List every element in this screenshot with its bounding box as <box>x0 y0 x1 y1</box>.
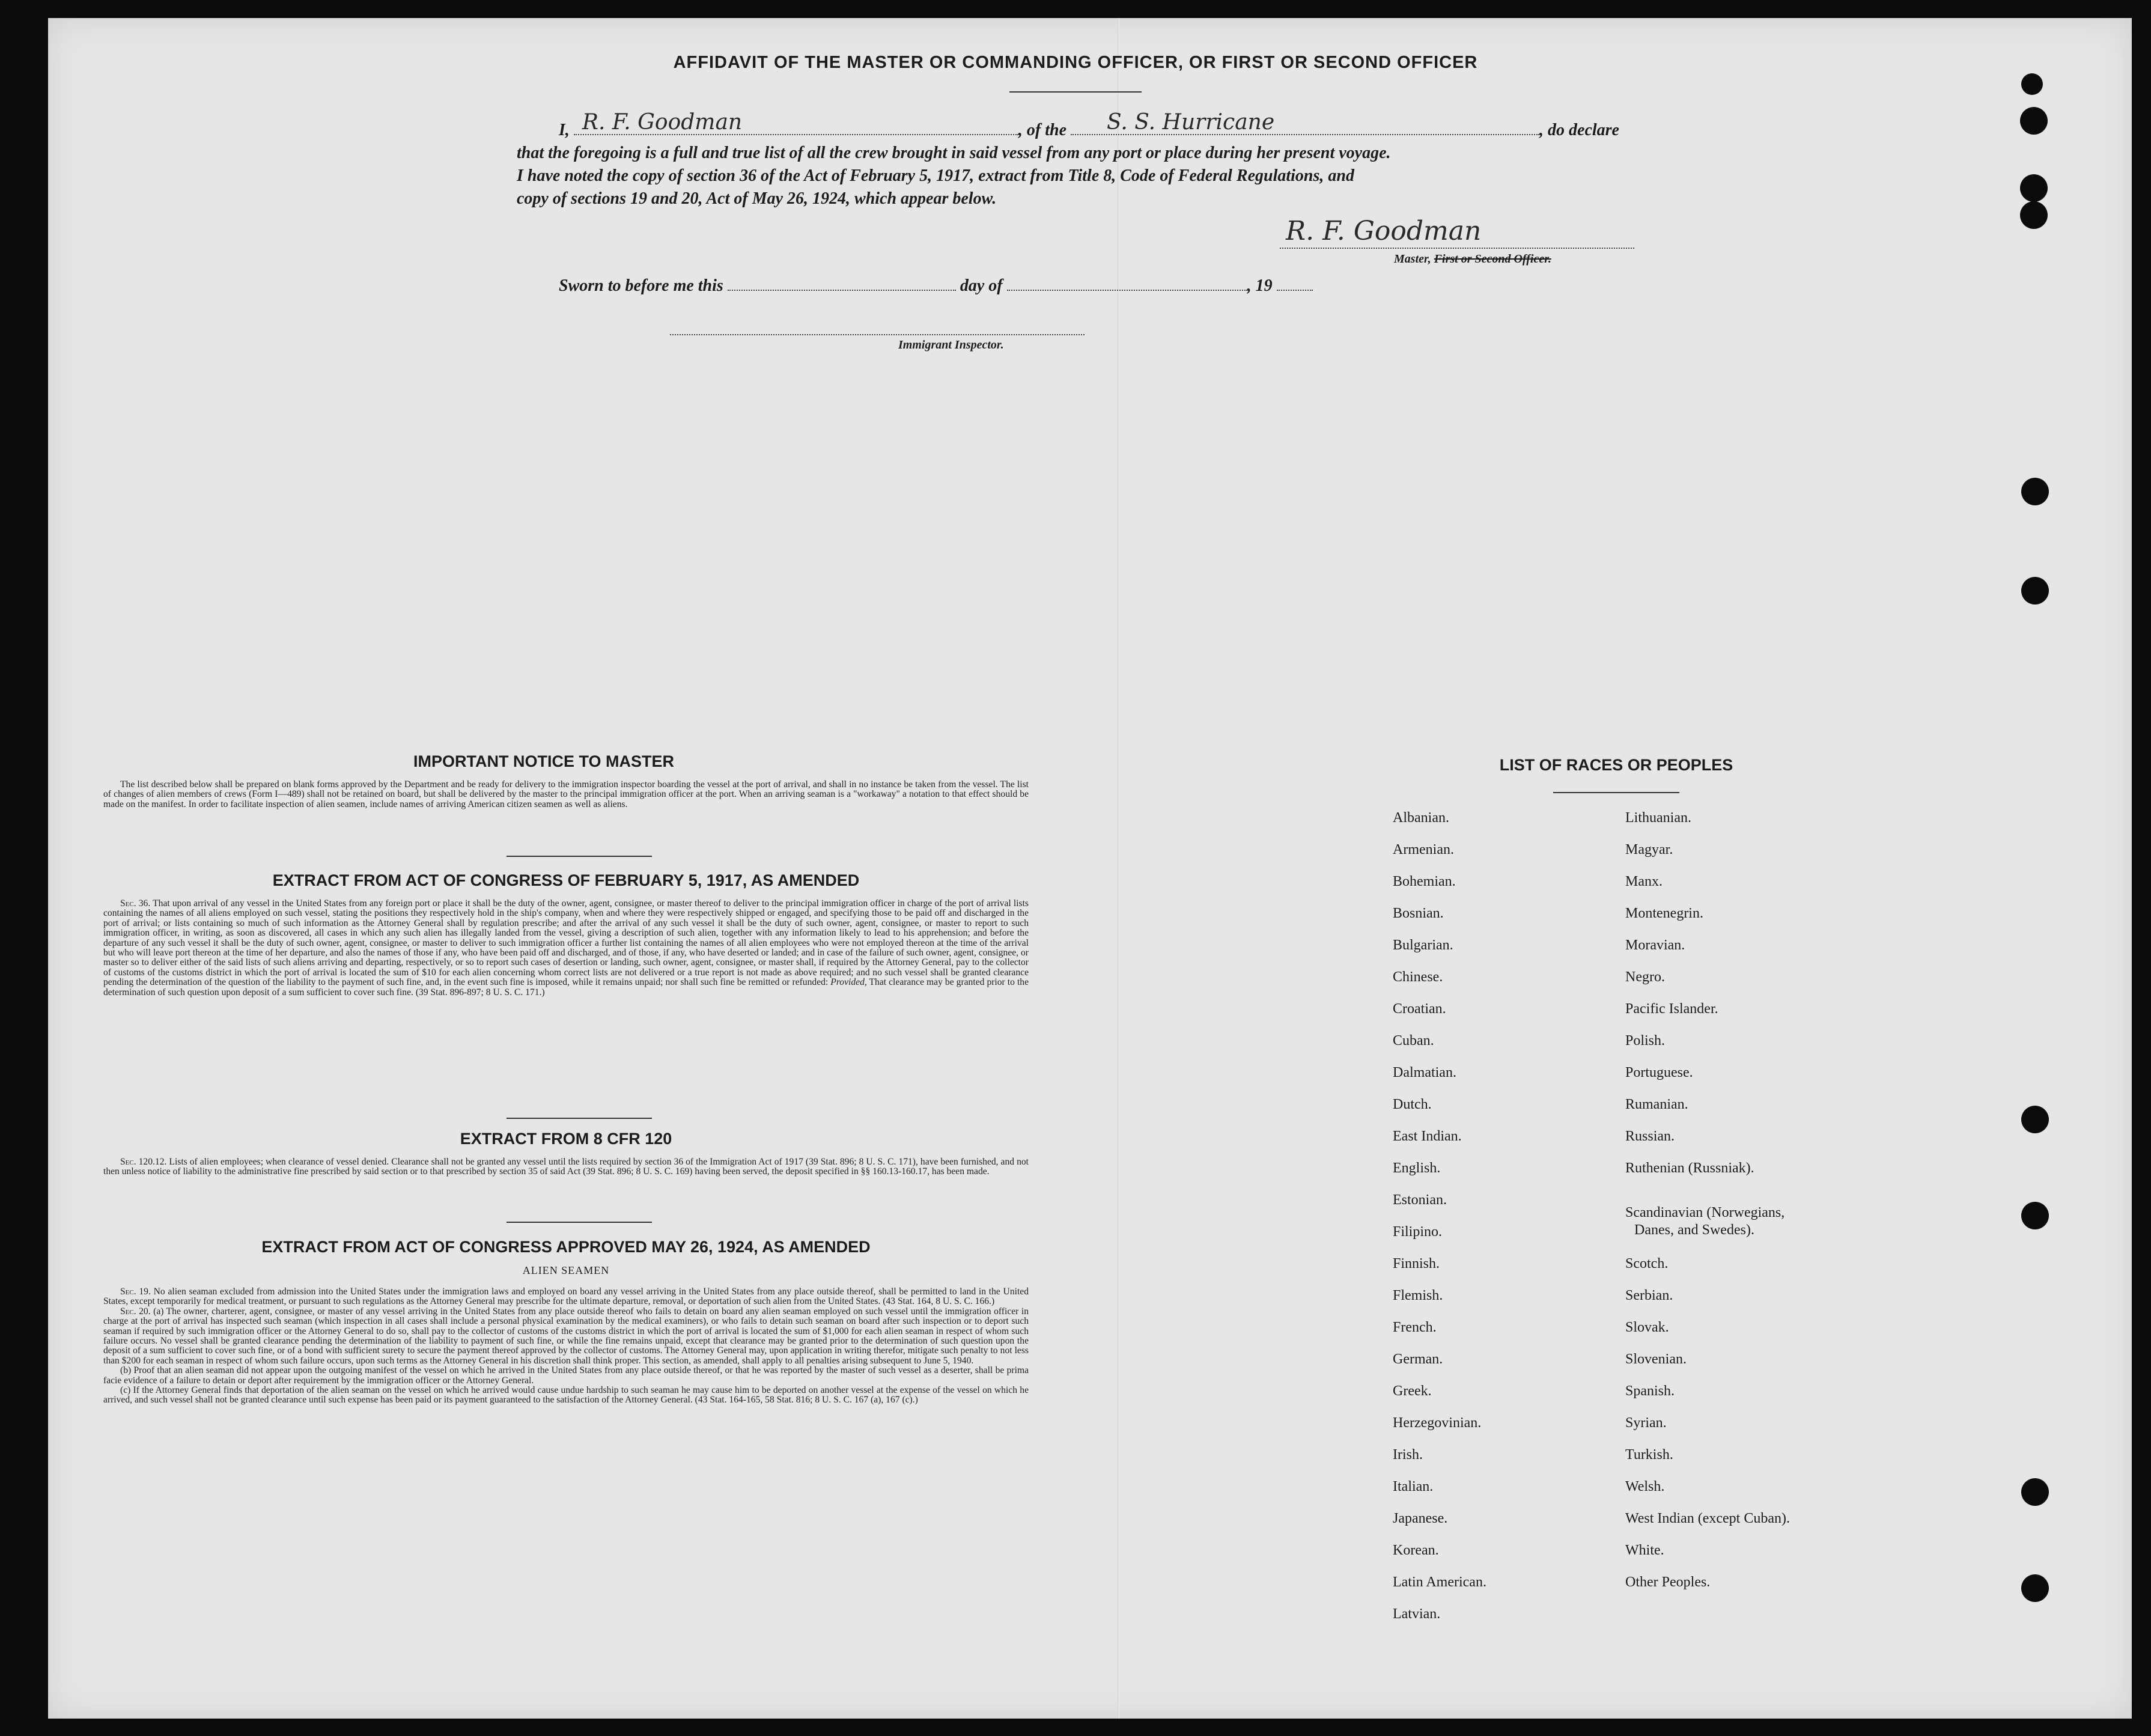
extract-cfr-title: EXTRACT FROM 8 CFR 120 <box>460 1130 672 1148</box>
officer-struck-label: First or Second Officer. <box>1434 252 1551 266</box>
prefix-i: I, <box>559 121 570 139</box>
page-fold <box>1118 18 1119 1719</box>
race-item: Estonian. <box>1393 1192 1447 1208</box>
sworn-label: Sworn to before me this <box>559 276 723 295</box>
punch-hole <box>2021 577 2049 605</box>
notice-title: IMPORTANT NOTICE TO MASTER <box>413 752 674 770</box>
race-item: Montenegrin. <box>1625 906 1703 921</box>
race-item: Bosnian. <box>1393 906 1444 921</box>
sec-19-text: No alien seaman excluded from admission into the United States under the immigration laws and employed on board any vessel arriving in the United States from any place outside thereof, shall be permitted to land in the United States, except temporarily for medical treatment, or pursuant to such regulations as the Attorney General may prescribe for the ultimate departure, removal, or deportation of such alien from the United States. (43 Stat. 164, 8 U. S. C. 166.) <box>103 1287 1029 1307</box>
inspector-label: Immigrant Inspector. <box>898 338 1004 352</box>
race-item: Negro. <box>1625 969 1665 985</box>
race-item: Pacific Islander. <box>1625 1001 1718 1017</box>
race-item: Syrian. <box>1625 1415 1667 1431</box>
section-rule <box>507 856 652 857</box>
punch-hole <box>2021 478 2049 505</box>
document-page <box>48 18 2132 1719</box>
race-item: Herzegovinian. <box>1393 1415 1482 1431</box>
sec-36-text: That upon arrival of any vessel in the United States from any foreign port or place it shall be the duty of the owner, agent, consignee, or master thereof to deliver to the principal immigration officer in charge of the port of arrival lists containing the names of all aliens employed on such vessel, stating the positions they respectively hold in the ship's company, when and where they were respectively shipped or engaged, and specifying those to be paid off and discharged in the port of arrival; or lists containing so much of such information as the Attorney General shall by regulation prescribe; and after the arrival of any such vessel it shall be the duty of such owner, agent, consignee, or master to report to such immigration officer, in writing, as soon as discovered, all cases in which any such alien has illegally landed from the vessel, giving a description of such alien, together with any information likely to lead to his apprehension; and before the departure of any such vessel it shall be the duty of such owner, agent, consignee, or master to deliver to such immigration officer a further list containing the names of all alien employees who were not employed thereon at the time of the arrival but who will leave port thereon at the time of her departure, and also the names of those if any, who have been paid off and discharged, and of those, if any, who have deserted or landed; and in case of the failure of such owner, agent, consignee, or master so to deliver either of the said lists of such aliens arriving and departing, respectively, or so to report such cases of desertion or landing, such owner, agent, consignee, or master shall, if required by the Attorney General, pay to the collector of customs of the customs district in which the port of arrival is located the sum of $10 for each alien concerning whom correct lists are not delivered or a true report is not made as above required; and no such vessel shall be granted clearance pending the determination of the question of the liability to the payment of such fine, and, in the event such fine is imposed, while it remains unpaid; nor shall such fine be remitted or refunded: <box>103 898 1029 988</box>
race-item: Irish. <box>1393 1447 1423 1463</box>
race-item: Japanese. <box>1393 1511 1448 1526</box>
extract-1924-body <box>103 1287 1029 1406</box>
race-item: Lithuanian. <box>1625 810 1691 826</box>
of-the-label: , of the <box>1018 121 1067 139</box>
sec-36-text-end: That clearance may be granted prior to the determination of such question upon deposit of a sum sufficient to cover such fine. (39 Stat. 896-897; 8 U. S. C. 171.) <box>103 977 1029 997</box>
day-of-label: day of <box>960 276 1003 295</box>
race-item: Spanish. <box>1625 1383 1675 1399</box>
master-label-row <box>1394 252 1551 266</box>
notice-text: The list described below shall be prepared on blank forms approved by the Department and be ready for delivery to the immigration inspector boarding the vessel at the port of arrival, and shall in no instance be taken from the vessel. The list of changes of alien members of crews (Form I—489) shall not be retained on board, but shall be delivered by the master to the principal immigration officer at the port. When an arriving seaman is a "workaway" a notation to that effect should be made on the manifest. In order to facilitate inspection of alien seamen, include names of arriving American citizen seamen as well as aliens. <box>103 779 1029 809</box>
sworn-day-field <box>728 275 956 291</box>
races-title: LIST OF RACES OR PEOPLES <box>1499 756 1733 774</box>
sworn-year-field <box>1277 275 1313 291</box>
sec-20c-text: (c) If the Attorney General finds that deportation of the alien seaman on the vessel on which he arrived would cause undue hardship to such seaman he may cause him to be deported on another vessel at the expense of the vessel on which he arrived, and such vessel shall not be granted clearance until such expense has been paid or its payment guaranteed to the satisfaction of the Attorney General. (43 Stat. 164-165, 58 Stat. 816; 8 U. S. C. 167 (a), 167 (c).) <box>103 1385 1029 1406</box>
race-item: Serbian. <box>1625 1288 1673 1303</box>
sec-20b-text: (b) Proof that an alien seaman did not appear upon the outgoing manifest of the vessel on which he arrived in the United States from any place outside thereof, or that he was reported by the master of such vessel as a deserter, shall be prima facie evidence of a failure to detain or deport after requirement by the immigration officer or the Attorney General. <box>103 1365 1029 1386</box>
race-item: German. <box>1393 1351 1443 1367</box>
race-item: Ruthenian (Russniak). <box>1625 1160 1754 1176</box>
race-item: Portuguese. <box>1625 1065 1693 1080</box>
do-declare-label: , do declare <box>1539 121 1619 139</box>
master-label: Master, <box>1394 252 1431 266</box>
race-item: Other Peoples. <box>1625 1574 1711 1590</box>
race-item: West Indian (except Cuban). <box>1625 1511 1790 1526</box>
sworn-row <box>559 275 1313 296</box>
race-item: Dalmatian. <box>1393 1065 1456 1080</box>
race-item: Filipino. <box>1393 1224 1443 1240</box>
declaration-line-4: copy of sections 19 and 20, Act of May 26, 1924, which appear below. <box>517 189 997 208</box>
signer-field <box>574 110 1018 135</box>
race-item: Danes, and Swedes). <box>1634 1222 1754 1238</box>
sec-20-label: Sec. 20. <box>120 1306 151 1317</box>
race-item: East Indian. <box>1393 1128 1462 1144</box>
race-item: Armenian. <box>1393 842 1454 857</box>
alien-seamen-subtitle: ALIEN SEAMEN <box>522 1264 610 1276</box>
declaration-line-3: I have noted the copy of section 36 of the Act of February 5, 1917, extract from Title 8, Code of Federal Regulations, and <box>517 166 1354 185</box>
race-item: Turkish. <box>1625 1447 1673 1463</box>
race-item: Greek. <box>1393 1383 1432 1399</box>
race-item: Latvian. <box>1393 1606 1441 1622</box>
sec-19-label: Sec. 19. <box>120 1287 151 1297</box>
declaration-block <box>517 110 1658 227</box>
sec-120-label: Sec. 120.12. <box>120 1157 167 1167</box>
race-item: Russian. <box>1625 1128 1675 1144</box>
race-item: Manx. <box>1625 874 1663 889</box>
section-rule <box>507 1118 652 1119</box>
year-prefix: , 19 <box>1247 276 1273 295</box>
race-item: French. <box>1393 1320 1437 1335</box>
punch-hole <box>2021 1202 2049 1229</box>
race-item: Croatian. <box>1393 1001 1446 1017</box>
race-item: Albanian. <box>1393 810 1449 826</box>
punch-hole <box>2021 1478 2049 1506</box>
races-rule <box>1553 792 1679 793</box>
race-item: Polish. <box>1625 1033 1666 1049</box>
punch-hole <box>2021 1106 2049 1133</box>
race-item: Bohemian. <box>1393 874 1456 889</box>
sworn-month-field <box>1007 275 1247 291</box>
race-item: Latin American. <box>1393 1574 1486 1590</box>
punch-hole <box>2021 73 2043 95</box>
race-item: Bulgarian. <box>1393 937 1453 953</box>
punch-hole <box>2020 174 2048 202</box>
race-item: English. <box>1393 1160 1441 1176</box>
race-item: Dutch. <box>1393 1097 1432 1112</box>
extract-cfr-body <box>103 1157 1029 1177</box>
race-item: Flemish. <box>1393 1288 1443 1303</box>
race-item: Korean. <box>1393 1543 1439 1558</box>
signer-handwriting: R. F. Goodman <box>582 110 743 135</box>
notice-body <box>103 780 1029 809</box>
extract-1924-title: EXTRACT FROM ACT OF CONGRESS APPROVED MAY 26, 1924, AS AMENDED <box>261 1238 871 1256</box>
race-item: Finnish. <box>1393 1256 1440 1272</box>
punch-hole <box>2021 1574 2049 1602</box>
race-item: Welsh. <box>1625 1479 1665 1494</box>
extract-1917-body <box>103 899 1029 997</box>
title-rule <box>1009 91 1142 93</box>
race-item: Scandinavian (Norwegians, <box>1625 1205 1785 1221</box>
signature-handwriting: R. F. Goodman <box>1286 216 1482 246</box>
race-item: Moravian. <box>1625 937 1685 953</box>
inspector-signature-line <box>670 334 1085 335</box>
race-item: Scotch. <box>1625 1256 1669 1272</box>
sec-20-text: (a) The owner, charterer, agent, consignee, or master of any vessel arriving in the United States from any place outside thereof who fails to detain on board any alien seaman employed on such vessel until the immigration officer in charge at the port of arrival has inspected such seaman (which inspection in all cases shall include a personal physical examination by the medical examiners), or who fails to detain such seaman on board after such inspection or to deport such seaman if required by such immigration officer or the Attorney General to do so, shall pay to the collector of customs of the customs district in which the port of arrival is located the sum of $1,000 for each alien seaman in respect of whom such failure occurs. No vessel shall be granted clearance pending the determination of the liability to payment of such fine, or while the fine remains unpaid, except that clearance may be granted prior to the determination of such question upon the deposit of a sum sufficient to cover such fine, or of a bond with sufficient surety to secure the payment thereof approved by the collector of customs. The Attorney General may, upon application in writing therefor, mitigate such penalty to not less than $200 for each seaman in respect of whom such failure occurs, upon such terms as the Attorney General in his discretion shall think proper. This section, as amended, shall apply to all penalties arising subsequent to June 5, 1940. <box>103 1306 1029 1366</box>
race-item: Slovak. <box>1625 1320 1669 1335</box>
race-item: Rumanian. <box>1625 1097 1688 1112</box>
race-item: Chinese. <box>1393 969 1443 985</box>
extract-1917-title: EXTRACT FROM ACT OF CONGRESS OF FEBRUARY 5, 1917, AS AMENDED <box>272 871 860 889</box>
race-item: Cuban. <box>1393 1033 1434 1049</box>
declaration-line-2: that the foregoing is a full and true list of all the crew brought in said vessel from any port or place during her present voyage. <box>517 144 1391 162</box>
race-item: White. <box>1625 1543 1664 1558</box>
affidavit-title: AFFIDAVIT OF THE MASTER OR COMMANDING OFFICER, OR FIRST OR SECOND OFFICER <box>673 53 1478 72</box>
race-item: Italian. <box>1393 1479 1434 1494</box>
punch-hole <box>2020 107 2048 135</box>
race-item: Magyar. <box>1625 842 1673 857</box>
master-signature <box>1280 212 1634 249</box>
punch-hole <box>2020 201 2048 229</box>
sec-36-label: Sec. 36. <box>120 898 151 909</box>
provided-term: Provided, <box>830 977 867 988</box>
sec-120-text: Lists of alien employees; when clearance of vessel denied. Clearance shall not be granted any vessel until the lists required by section 36 of the Immigration Act of 1917 (39 Stat. 896; 8 U. S. C. 171), have been furnished, and not then unless notice of liability to the administrative fine prescribed by said section or to that prescribed by section 35 of said Act (39 Stat. 896; 8 U. S. C. 169) having been served, the deposit specified in §§ 160.13-160.17, has been made. <box>103 1157 1029 1177</box>
vessel-field <box>1071 110 1539 135</box>
section-rule <box>507 1222 652 1223</box>
race-item: Slovenian. <box>1625 1351 1687 1367</box>
vessel-handwriting: S. S. Hurricane <box>1107 110 1275 135</box>
